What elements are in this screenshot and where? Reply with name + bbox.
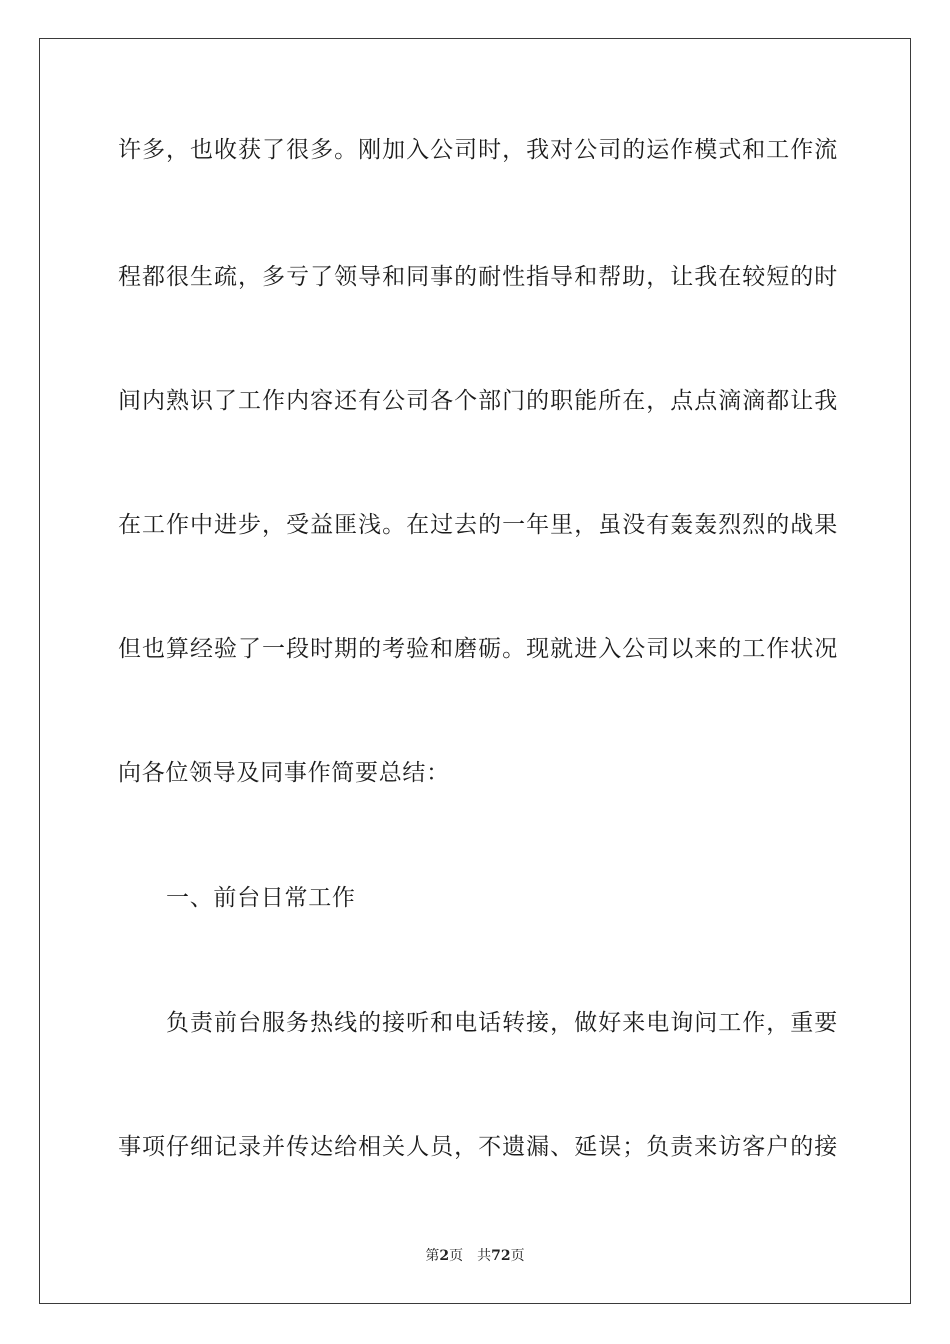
paragraph-line-1: 负责前台服务热线的接听和电话转接，做好来电询问工作，重要: [166, 1010, 838, 1036]
footer-page-suffix: 页: [449, 1248, 464, 1264]
body-line-4: 在工作中进步，受益匪浅。在过去的一年里，虽没有轰轰烈烈的战果: [118, 512, 838, 538]
body-line-6: 向各位领导及同事作简要总结：: [118, 760, 450, 786]
body-line-2: 程都很生疏，多亏了领导和同事的耐性指导和帮助，让我在较短的时: [118, 264, 838, 290]
page-border: [39, 38, 911, 1304]
footer-total-prefix: 共: [477, 1248, 492, 1264]
paragraph-line-2: 事项仔细记录并传达给相关人员，不遗漏、延误；负责来访客户的接: [118, 1134, 838, 1160]
footer-total-suffix: 页: [510, 1248, 525, 1264]
page-footer: [0, 1247, 950, 1265]
body-line-3: 间内熟识了工作内容还有公司各个部门的职能所在，点点滴滴都让我: [118, 388, 838, 414]
body-line-1: 许多，也收获了很多。刚加入公司时，我对公司的运作模式和工作流: [118, 137, 838, 163]
footer-page-prefix: 第: [425, 1248, 440, 1264]
footer-page-total: 72: [491, 1248, 511, 1264]
footer-page-current: 2: [439, 1248, 450, 1264]
section-heading: 一、前台日常工作: [166, 885, 356, 911]
body-line-5: 但也算经验了一段时期的考验和磨砺。现就进入公司以来的工作状况: [118, 636, 838, 662]
